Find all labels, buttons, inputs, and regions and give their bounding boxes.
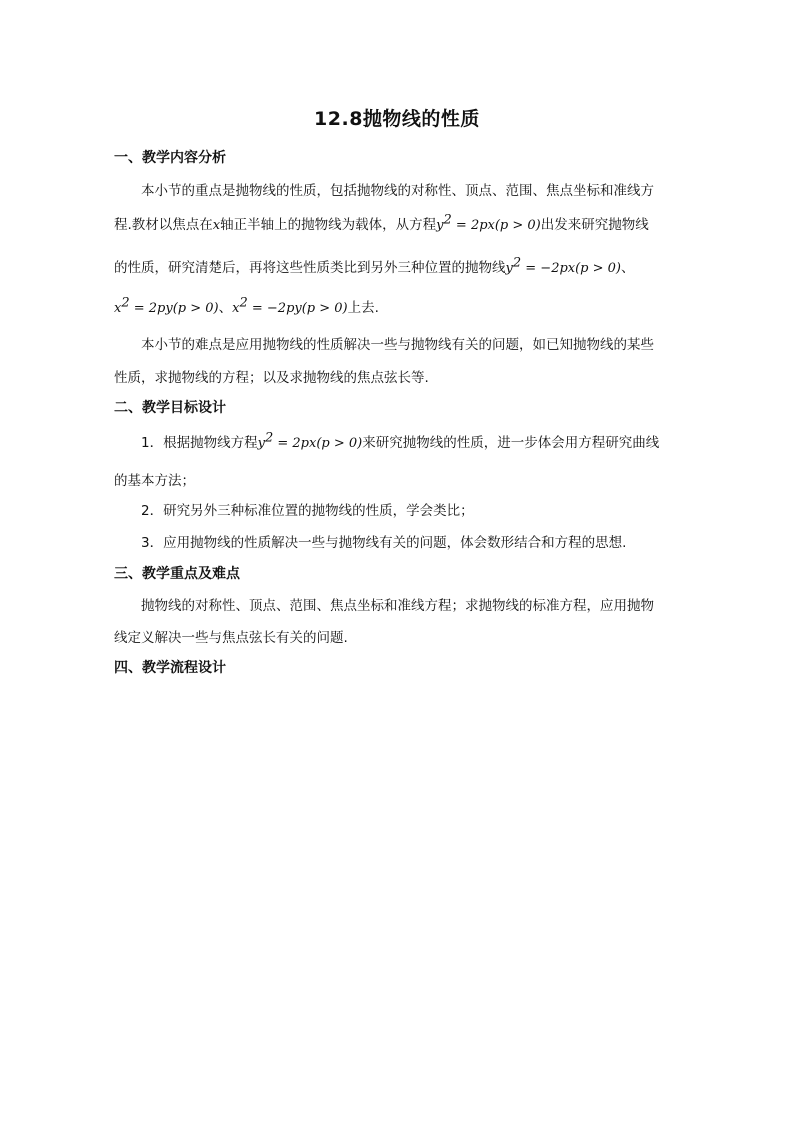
section-heading-key-points: 三、教学重点及难点 xyxy=(114,566,240,582)
text-fragment: 的性质，研究清楚后，再将这些性质类比到另外三种位置的抛物线 xyxy=(114,260,506,276)
math-equation: $y^2 = 2px(p > 0)$ xyxy=(436,212,541,233)
paragraph-line: 性质，求抛物线的方程；以及求抛物线的焦点弦长等. xyxy=(114,370,429,386)
page-title: 12.8抛物线的性质 xyxy=(314,108,480,130)
text-fragment: 上去. xyxy=(347,300,379,316)
math-equation: $y^2 = 2px(p > 0)$ xyxy=(257,430,363,451)
section-heading-teaching-goals: 二、教学目标设计 xyxy=(114,400,226,416)
math-variable: x xyxy=(212,218,221,233)
text-fragment: 、 xyxy=(218,300,233,316)
math-equation: $x^2 = 2py(p > 0)$ xyxy=(114,295,219,316)
paragraph-line: 本小节的重点是抛物线的性质，包括抛物线的对称性、顶点、范围、焦点坐标和准线方 xyxy=(141,183,654,199)
list-item-continuation: 的基本方法； xyxy=(114,473,195,489)
paragraph-line: 抛物线的对称性、顶点、范围、焦点坐标和准线方程；求抛物线的标准方程，应用抛物 xyxy=(141,598,654,614)
text-fragment: 1．根据抛物线方程 xyxy=(141,435,258,451)
text-fragment: 出发来研究抛物线 xyxy=(540,217,649,233)
section-heading-teaching-flow: 四、教学流程设计 xyxy=(114,660,226,676)
text-fragment: 轴正半轴上的抛物线为载体，从方程 xyxy=(220,217,437,233)
list-item: 3．应用抛物线的性质解决一些与抛物线有关的问题，体会数形结合和方程的思想. xyxy=(141,535,627,551)
list-item xyxy=(141,431,684,451)
math-equation: $x^2 = -2py(p > 0)$ xyxy=(232,295,348,316)
paragraph-line xyxy=(114,296,684,316)
section-heading-content-analysis: 一、教学内容分析 xyxy=(114,150,226,166)
text-fragment: 来研究抛物线的性质，进一步体会用方程研究曲线 xyxy=(362,435,660,451)
text-fragment: 、 xyxy=(621,260,635,276)
paragraph-line xyxy=(114,213,684,233)
paragraph-line: 线定义解决一些与焦点弦长有关的问题. xyxy=(114,630,348,646)
text-fragment: 程.教材以焦点在 xyxy=(114,217,213,233)
list-item: 2．研究另外三种标准位置的抛物线的性质，学会类比； xyxy=(141,503,474,519)
paragraph-line xyxy=(114,256,684,276)
math-equation: $y^2 = -2px(p > 0)$ xyxy=(505,255,622,276)
paragraph-line: 本小节的难点是应用抛物线的性质解决一些与抛物线有关的问题，如已知抛物线的某些 xyxy=(141,337,654,353)
